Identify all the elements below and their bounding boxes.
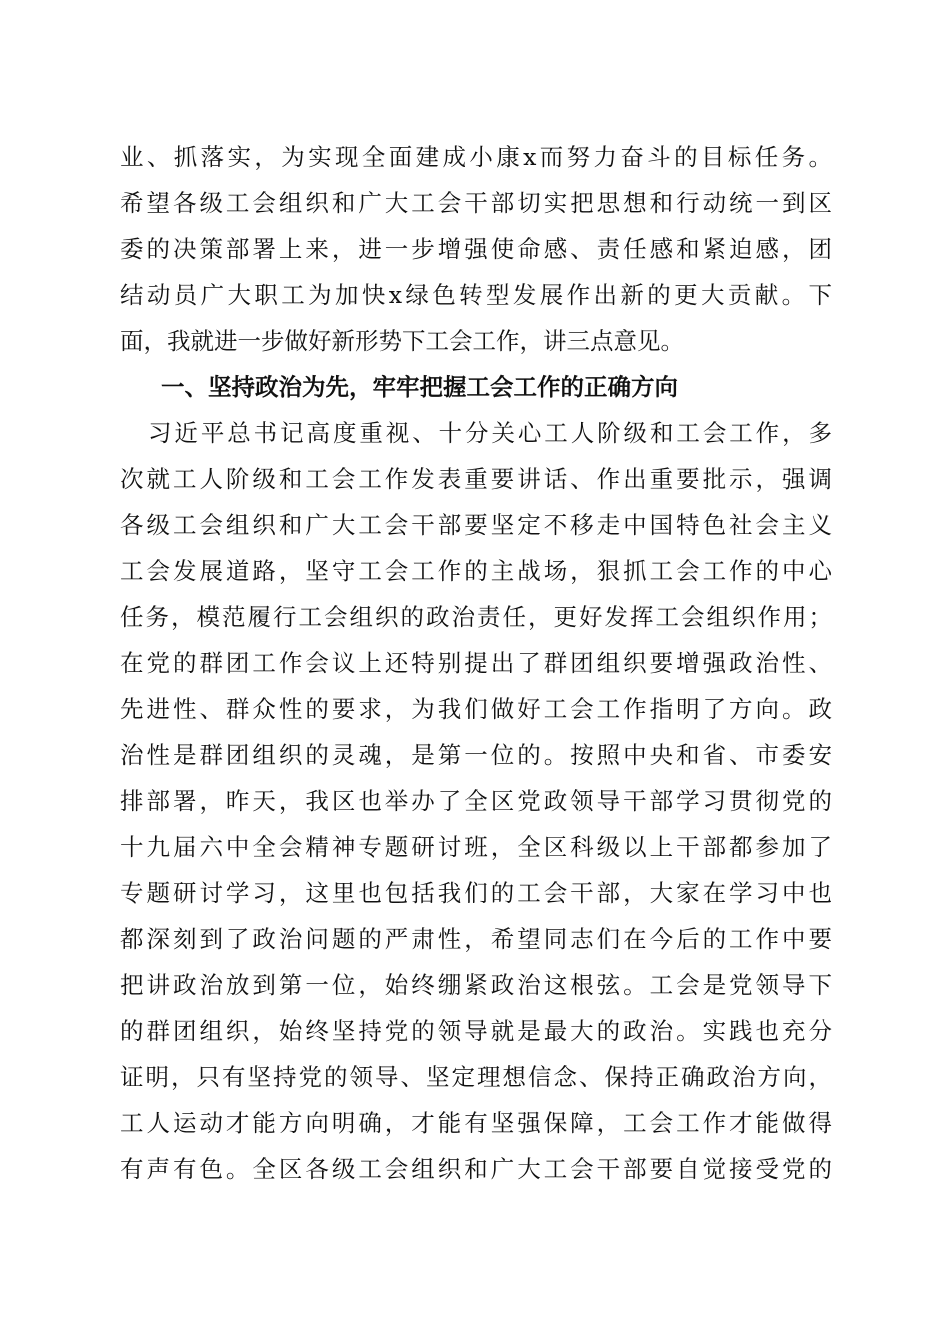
body-text-line: 治性是群团组织的灵魂，是第一位的。按照中央和省、市委安 — [120, 741, 832, 769]
body-text-line: 面，我就进一步做好新形势下工会工作，讲三点意见。 — [120, 327, 684, 355]
body-text-line: 委的决策部署上来，进一步增强使命感、责任感和紧迫感，团 — [120, 235, 832, 263]
body-text-line: 的群团组织，始终坚持党的领导就是最大的政治。实践也充分 — [120, 1017, 832, 1045]
body-text-line: 各级工会组织和广大工会干部要坚定不移走中国特色社会主义 — [120, 511, 832, 539]
body-text-line: 十九届六中全会精神专题研讨班，全区科级以上干部都参加了 — [120, 833, 832, 861]
body-text-line: 有声有色。全区各级工会组织和广大工会干部要自觉接受党的 — [120, 1155, 832, 1183]
body-text-line: 排部署，昨天，我区也举办了全区党政领导干部学习贯彻党的 — [120, 787, 832, 815]
section-heading: 一、坚持政治为先，牢牢把握工会工作的正确方向 — [161, 373, 678, 401]
body-text-line: 先进性、群众性的要求，为我们做好工会工作指明了方向。政 — [120, 695, 832, 723]
body-text-line: 业、抓落实，为实现全面建成小康x而努力奋斗的目标任务。 — [120, 143, 832, 171]
body-text-line: 工会发展道路，坚守工会工作的主战场，狠抓工会工作的中心 — [120, 557, 832, 585]
body-text-line: 工人运动才能方向明确，才能有坚强保障，工会工作才能做得 — [120, 1109, 832, 1137]
body-text-line: 把讲政治放到第一位，始终绷紧政治这根弦。工会是党领导下 — [120, 971, 832, 999]
body-text-line: 任务，模范履行工会组织的政治责任，更好发挥工会组织作用； — [120, 603, 832, 631]
body-text-line: 专题研讨学习，这里也包括我们的工会干部，大家在学习中也 — [120, 879, 832, 907]
body-text-line: 都深刻到了政治问题的严肃性，希望同志们在今后的工作中要 — [120, 925, 832, 953]
body-text-line: 次就工人阶级和工会工作发表重要讲话、作出重要批示，强调 — [120, 465, 832, 493]
body-text-line: 证明，只有坚持党的领导、坚定理想信念、保持正确政治方向， — [120, 1063, 832, 1091]
body-text-line: 在党的群团工作会议上还特别提出了群团组织要增强政治性、 — [120, 649, 832, 677]
body-text-line: 习近平总书记高度重视、十分关心工人阶级和工会工作，多 — [148, 419, 832, 447]
body-text-line: 结动员广大职工为加快x绿色转型发展作出新的更大贡献。下 — [120, 281, 832, 309]
body-text-line: 希望各级工会组织和广大工会干部切实把思想和行动统一到区 — [120, 189, 832, 217]
